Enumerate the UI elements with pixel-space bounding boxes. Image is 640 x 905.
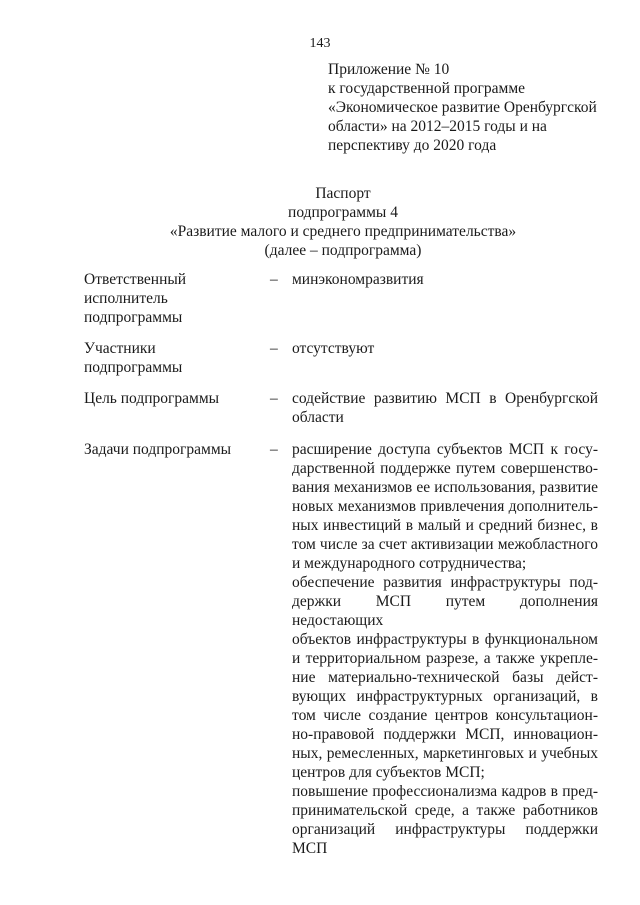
row-dash: – (270, 441, 278, 458)
row-value: содействие развитию МСП в Оренбургской области (292, 390, 598, 426)
row-dash: – (270, 340, 278, 357)
row-value: расширение доступа субъектов МСП к госу- дарственной поддержке путем совершенство- вания механизмов ее использования, развитие новых механизмов привлечения дополнитель- ных инвестиций в малый и средний бизнес, в том числе за счет активизации межобластного и международного сотрудничества; обеспечение развития инфраструктуры под- держки МСП путем дополнения недостающих объектов инфраструктуры в функциональном и территориальном разрезе, а также укрепле- ние материально-технической базы дейст- вующих инфраструктурных организаций, в том числе создание центров консультацион- но-правовой поддержки МСП, инновацион- ных, ремесленных, маркетинговых и учебных центров для субъектов МСП; повышение профессионализма кадров в пред- принимательской среде, а также работников организаций инфраструктуры поддержки МСП (292, 441, 598, 857)
row-dash: – (270, 390, 278, 407)
page-number: 143 (309, 36, 331, 51)
heading-title: Паспорт (315, 185, 371, 202)
heading-note: (далее – подпрограмма) (264, 242, 422, 259)
row-dash: – (270, 271, 278, 288)
appendix-line: к государственной программе (328, 80, 526, 97)
row-label: Цель подпрограммы (84, 390, 220, 407)
appendix-line: области» на 2012–2015 годы и на (328, 118, 547, 135)
heading-subprogram-name: «Развитие малого и среднего предпринимательства» (169, 223, 517, 240)
row-label: Ответственный исполнитель подпрограммы (84, 271, 187, 326)
appendix-line: Приложение № 10 (328, 61, 450, 78)
row-value: минэкономразвития (292, 271, 424, 288)
row-label: Участники подпрограммы (84, 340, 183, 376)
heading-subprogram-number: подпрограммы 4 (288, 204, 398, 221)
row-label: Задачи подпрограммы (84, 441, 232, 458)
appendix-line: перспективу до 2020 года (328, 137, 497, 154)
passport-heading (0, 184, 640, 260)
row-value: отсутствуют (292, 340, 375, 357)
appendix-line: «Экономическое развитие Оренбургской (328, 99, 597, 116)
appendix-block (328, 60, 628, 155)
